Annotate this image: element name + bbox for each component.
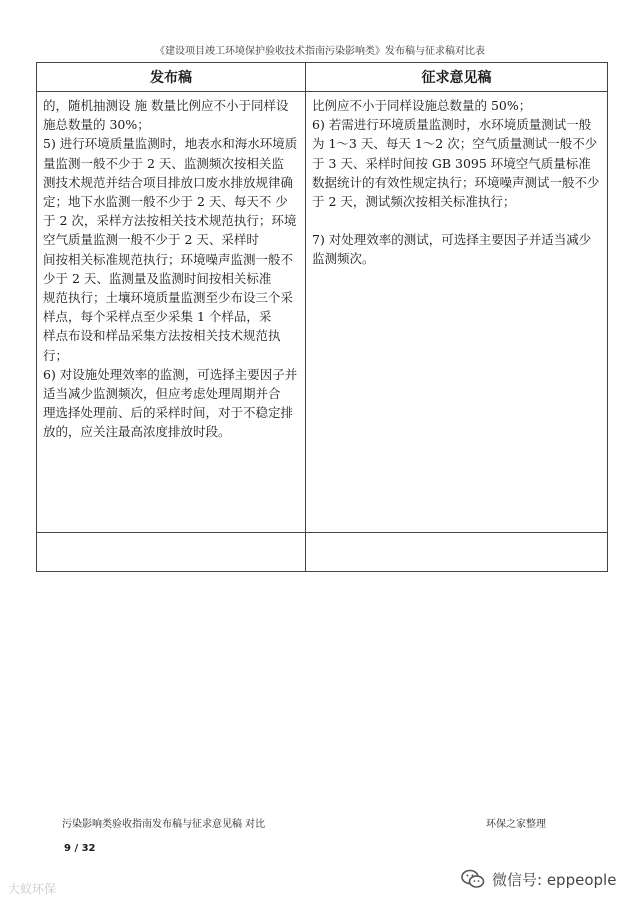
header-row: [37, 63, 608, 92]
watermark-right: [460, 866, 616, 892]
draft-paragraph: 7) 对处理效率的测试，可选择主要因子并适当减少监测频次。: [312, 232, 592, 267]
draft-cell: [306, 92, 608, 533]
footer-doc-title: 污染影响类验收指南发布稿与征求意见稿 对比: [62, 819, 266, 830]
published-paragraph: 理选择处理前、后的采样时间，对于不稳定排放的，应关注最高浓度排放时段。: [43, 405, 294, 440]
empty-row: [37, 533, 608, 572]
header-published: 发布稿: [37, 63, 306, 92]
page-number: 9 / 32: [64, 843, 96, 854]
paragraph-gap: [312, 211, 601, 230]
comparison-table: [36, 62, 608, 572]
wechat-icon: [460, 866, 486, 892]
watermark-left: 大蚁环保: [8, 882, 57, 896]
content-row: [37, 92, 608, 533]
published-paragraph: 6) 对设施处理效率的监测，可选择主要因子并适当减少监测频次，但应考虑处理周期并合: [43, 366, 298, 402]
empty-cell: [306, 533, 608, 572]
published-paragraph: 规范执行；土壤环境质量监测至少布设三个采样点，每个采样点至少采集 1 个样品，采: [43, 290, 294, 325]
published-paragraph: 的，随机抽测设 施 数量比例应不小于同样设施总数量的 30%；: [43, 98, 289, 133]
published-paragraph: 样点布设和样品采集方法按相关技术规范执行；: [43, 328, 281, 363]
footer-organizer: 环保之家整理: [486, 819, 546, 830]
empty-cell: [37, 533, 306, 572]
published-cell: [37, 92, 306, 533]
wechat-id: 微信号: eppeople: [492, 870, 617, 889]
draft-paragraph: 6) 若需进行环境质量监测时，水环境质量测试一般为 1～3 天、每天 1～2 次；空气质量测试一般不少于 3 天、采样时间按 GB 3095 环境空气质量标准数据统计的有效性规定执行；环境噪声测试一般不少于 2 天，测试频次按相关标准执行；: [312, 117, 600, 210]
running-header: 《建设项目竣工环境保护验收技术指南污染影响类》发布稿与征求稿对比表: [155, 46, 485, 57]
header-draft: 征求意见稿: [306, 63, 608, 92]
published-paragraph: 5) 进行环境质量监测时，地表水和海水环境质量监测一般不少于 2 天、监测频次按相关监 测技术规范并结合项目排放口废水排放规律确定；地下水监测一般不少于 2 天、每天不 少于 2 次，采样方法按相关技术规范执行；环境空气质量监测一般不少于 2 天、采样时: [43, 136, 298, 248]
draft-paragraph: 比例应不小于同样设施总数量的 50%；: [312, 98, 532, 113]
published-paragraph: 间按相关标准规范执行；环境噪声监测一般不少于 2 天、监测量及监测时间按相关标准: [43, 251, 294, 286]
